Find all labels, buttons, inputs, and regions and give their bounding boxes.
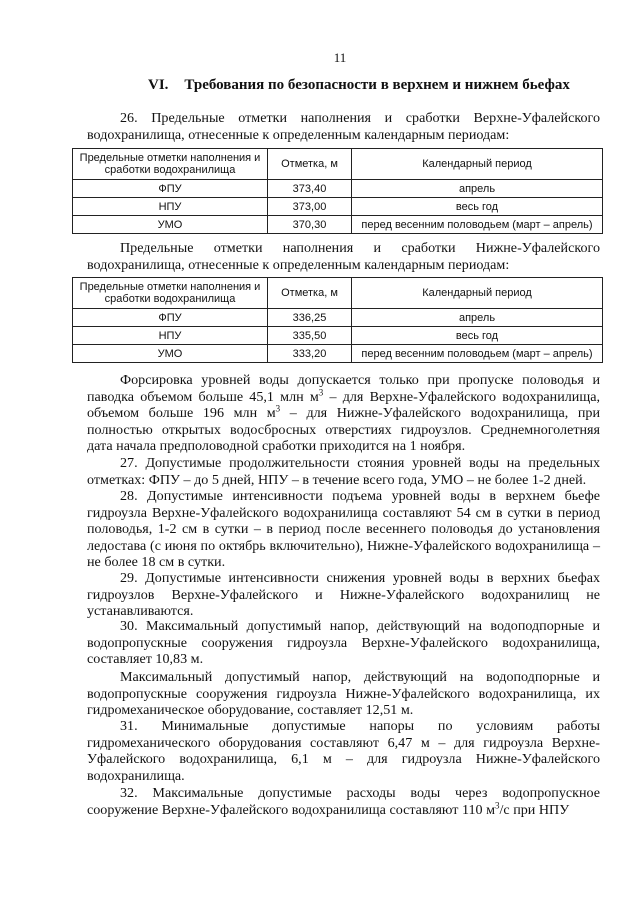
- paragraph-26-line2: водохранилища, отнесенные к определенным календарным периодам:: [87, 126, 510, 143]
- paragraph-30: 30. Максимальный допустимый напор, действующий на водоподпорные и водопропускные сооружения гидроузла Верхне-Уфалейского водохранилища, составляет 10,83 м.: [87, 618, 600, 668]
- superscript: 3: [318, 386, 324, 397]
- table-row: [73, 327, 603, 345]
- table-row: [73, 198, 603, 216]
- header-period: Календарный период: [352, 149, 603, 180]
- paragraph-29: 29. Допустимые интенсивности снижения уровней воды в верхних бьефах гидроузлов Верхне-Уфалейского и Нижне-Уфалейского водохранилищ не устанавливаются.: [87, 570, 600, 620]
- paragraph-28: 28. Допустимые интенсивности подъема уровней воды в верхнем бьефе гидроузла Верхне-Уфалейского водохранилища составляют 54 см в сутки в период половодья, 1-2 см в сутки – в период после весеннего половодья до установления ледостава (с июня по октябрь включительно), Нижне-Уфалейского водохранилища – не более 18 см в сутки.: [87, 488, 600, 571]
- header-period: Календарный период: [352, 278, 603, 309]
- paragraph-30-lower: Максимальный допустимый напор, действующий на водоподпорные и водопропускные сооружения гидроузла Нижне-Уфалейского водохранилища, их гидромеханическое оборудование, составляет 12,51 м.: [87, 669, 600, 719]
- paragraph-forced-level: [87, 372, 600, 455]
- table-row: [73, 345, 603, 363]
- table-cell: 370,30: [268, 216, 352, 234]
- table-cell: 373,40: [268, 180, 352, 198]
- paragraph-27: 27. Допустимые продолжительности стояния уровней воды на предельных отметках: ФПУ – до 5 дней, НПУ – в течение всего года, УМО – не более 1-2 дней.: [87, 455, 600, 488]
- table-cell: УМО: [73, 216, 268, 234]
- table-cell: перед весенним половодьем (март – апрель): [352, 216, 603, 234]
- table-cell: ФПУ: [73, 309, 268, 327]
- table-cell: УМО: [73, 345, 268, 363]
- table-cell: НПУ: [73, 327, 268, 345]
- paragraph-lower-line2: водохранилища, отнесенные к определенным календарным периодам:: [87, 256, 510, 273]
- table-cell: перед весенним половодьем (март – апрель): [352, 345, 603, 363]
- paragraph-lower-line1: Предельные отметки наполнения и сработки Нижне-Уфалейского: [120, 240, 600, 256]
- paragraph-26: [87, 110, 600, 143]
- forced-text-a: Форсировка уровней воды допускается только при пропуске половодья и паводка объемом больше 45,1 млн м: [87, 372, 600, 405]
- paragraph-26-line1: 26. Предельные отметки наполнения и сработки Верхне-Уфалейского: [120, 110, 600, 126]
- section-title: Требования по безопасности в верхнем и нижнем бьефах: [184, 77, 570, 93]
- table-header-row: [73, 149, 603, 180]
- header-elevation: Отметка, м: [268, 278, 352, 309]
- page-number: 11: [333, 50, 347, 65]
- table-cell: весь год: [352, 198, 603, 216]
- table-cell: весь год: [352, 327, 603, 345]
- table-cell: 373,00: [268, 198, 352, 216]
- paragraph-31: 31. Минимальные допустимые напоры по условиям работы гидромеханического оборудования составляют 6,47 м – для гидроузла Верхне-Уфалейского водохранилища, 6,1 м – для гидроузла Нижне-Уфалейского водохранилища.: [87, 718, 600, 784]
- table-row: [73, 216, 603, 234]
- table-row: [73, 309, 603, 327]
- table-cell: ФПУ: [73, 180, 268, 198]
- table-cell: апрель: [352, 180, 603, 198]
- header-level-mark: Предельные отметки наполнения и сработки водохранилища: [73, 149, 268, 180]
- superscript: 3: [495, 799, 500, 810]
- paragraph-lower-reservoir: [87, 240, 600, 273]
- header-elevation: Отметка, м: [268, 149, 352, 180]
- section-heading: [148, 77, 570, 94]
- table-cell: апрель: [352, 309, 603, 327]
- section-number: VI.: [148, 77, 169, 93]
- table-cell: 336,25: [268, 309, 352, 327]
- upper-reservoir-table: [72, 148, 603, 234]
- forced-text-b: – для Верхне-Уфалейского водохранилища, объемом больше 196 млн м: [87, 388, 600, 422]
- table-cell: НПУ: [73, 198, 268, 216]
- table-header-row: [73, 278, 603, 309]
- header-level-mark: Предельные отметки наполнения и сработки водохранилища: [73, 278, 268, 309]
- p32-text-b: /с при НПУ: [499, 801, 570, 818]
- table-cell: 333,20: [268, 345, 352, 363]
- lower-reservoir-table: [72, 277, 603, 363]
- table-row: [73, 180, 603, 198]
- superscript: 3: [275, 403, 281, 414]
- paragraph-32: [87, 785, 600, 818]
- p32-text-a: 32. Максимальные допустимые расходы воды через водопропускное сооружение Верхне-Уфалейского водохранилища составляют 110 м: [87, 785, 600, 818]
- table-cell: 335,50: [268, 327, 352, 345]
- forced-text-c: – для Нижне-Уфалейского водохранилища, при полностью открытых водосбросных отверстиях гидроузлов. Среднемноголетняя дата начала предполоводной сработки приходится на 1 ноября.: [87, 405, 600, 455]
